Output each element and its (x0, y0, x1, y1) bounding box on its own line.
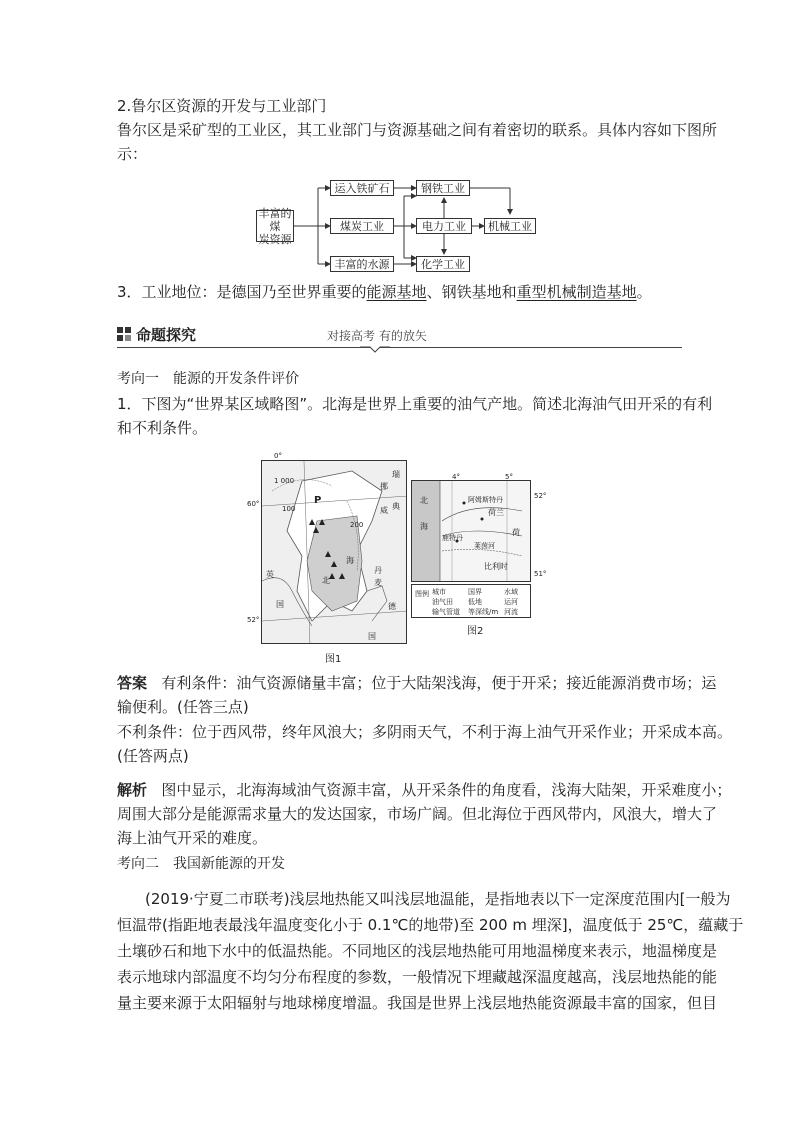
iron-ore-box: 运入铁矿石 (330, 180, 394, 196)
banner-rule (117, 347, 682, 348)
longitude-label: 0° (274, 452, 282, 460)
legend-item: 输气管道 (432, 608, 460, 616)
power-box: 电力工业 (416, 218, 472, 234)
paragraph-line: 表示地球内部温度不均匀分布程度的参数，一般情况下埋藏越深温度越高，浅层地热能的能 (117, 968, 718, 986)
sea-label: 北 (420, 496, 428, 505)
contour-label: 100 (282, 505, 296, 513)
answer-label: 答案 (117, 674, 148, 692)
question-line: 1．下图为“世界某区域略图”。北海是世界上重要的油气产地。简述北海油气田开采的有利 (117, 395, 713, 413)
legend-item: 城市 (432, 588, 446, 596)
country-label: 威 (380, 506, 388, 515)
text: 有利条件：油气资源储量丰富；位于大陆架浅海，便于开采；接近能源消费市场；运 (161, 674, 717, 692)
latitude-label: 60° (247, 500, 260, 508)
legend-item: 低地 (468, 598, 482, 606)
text: 。 (636, 283, 652, 301)
industry-status (117, 280, 679, 304)
country-label: 英 (266, 570, 274, 579)
answer-line: (任答两点) (117, 747, 189, 765)
sea-label: 海 (420, 522, 428, 531)
point-p-label: P (314, 495, 322, 506)
paragraph-line: (2019·宁夏二市联考)浅层地热能又叫浅层地温能，是指地表以下一定深度范围内[一般为 (145, 890, 731, 908)
machinery-box: 机械工业 (484, 218, 536, 234)
country-label: 挪 (380, 482, 388, 491)
topic-title: 考向二 我国新能源的开发 (117, 856, 285, 872)
box-label: 丰富的煤 (258, 206, 292, 233)
legend-item: 运河 (504, 598, 518, 606)
text: 、钢铁基地和 (426, 283, 517, 301)
box-label: 炭资源 (258, 232, 292, 246)
text: 图中显示，北海海域油气资源丰富，从开采条件的角度看，浅海大陆架，开采难度小； (161, 781, 732, 799)
sea-label: 海 (346, 556, 354, 565)
coal-industry-box: 煤炭工业 (330, 218, 394, 234)
city-label: 鹿特丹 (442, 534, 463, 542)
paragraph-line: 土壤砂石和地下水中的低温热能。不同地区的浅层地热能可用地温梯度来表示，地温梯度是 (117, 942, 718, 960)
legend-item: 油气田 (432, 598, 453, 606)
banner-title: 命题探究 (136, 326, 197, 344)
text: 3．工业地位：是德国乃至世界重要的 (117, 283, 367, 301)
paragraph-line: 恒温带(指距地表最浅年温度变化小于 0.1℃的地带)至 200 m 埋深]，温度低于 25℃，蕴藏于 (117, 916, 744, 934)
country-label: 国 (368, 632, 376, 641)
topic-title: 考向一 能源的开发条件评价 (117, 371, 299, 387)
legend-item: 国界 (468, 588, 482, 596)
country-label: 麦 (374, 578, 382, 587)
intro-line: 鲁尔区是采矿型的工业区，其工业部门与资源基础之间有着密切的联系。具体内容如下图所 (117, 121, 718, 139)
analysis-label: 解析 (117, 781, 148, 799)
country-label: 德 (388, 602, 396, 611)
section-heading: 2.鲁尔区资源的开发与工业部门 (117, 97, 327, 115)
map2-legend (411, 584, 531, 618)
answer-line (117, 671, 717, 695)
underlined-term: 重型机械制造基地 (516, 283, 637, 301)
river-label: 莱茵河 (474, 542, 495, 550)
country-label: 丹 (374, 566, 382, 575)
coal-resource-box (256, 206, 294, 246)
underlined-term: 能源基地 (366, 283, 427, 301)
country-label: 荷兰 (488, 508, 504, 517)
contour-label: 1 000 (274, 477, 295, 485)
netherlands-map (411, 480, 531, 582)
intro-line: 示： (117, 145, 148, 163)
chemical-box: 化学工业 (416, 256, 470, 272)
country-label: 荷 (512, 528, 520, 537)
contour-label: 200 (350, 521, 364, 529)
city-label: 阿姆斯特丹 (468, 496, 503, 504)
question-line: 和不利条件。 (117, 419, 208, 437)
answer-line: 输便利。(任答三点) (117, 698, 249, 716)
analysis-line: 海上油气开采的难度。 (117, 829, 268, 847)
map1-caption: 图1 (325, 654, 342, 665)
banner-subtitle: 对接高考 有的放矢 (327, 329, 427, 343)
latitude-label: 52° (247, 616, 260, 624)
longitude-label: 5° (505, 473, 513, 481)
longitude-label: 4° (452, 473, 460, 481)
map2-caption: 图2 (467, 626, 484, 637)
paragraph-line: 量主要来源于太阳辐射与地球梯度增温。我国是世界上浅层地热能资源最丰富的国家，但目 (117, 994, 718, 1012)
latitude-label: 52° (534, 492, 547, 500)
steel-box: 钢铁工业 (416, 180, 470, 196)
banner-notch (360, 344, 390, 354)
banner-icon (117, 327, 131, 341)
answer-line: 不利条件：位于西风带，终年风浪大；多阴雨天气，不利于海上油气开采作业；开采成本高。 (117, 723, 733, 741)
legend-item: 河流 (504, 608, 518, 616)
country-label: 国 (276, 600, 284, 609)
country-label: 瑞 (392, 470, 400, 479)
legend-item: 水域 (504, 588, 518, 596)
water-box: 丰富的水源 (330, 256, 394, 272)
sea-label: 北 (322, 576, 330, 585)
latitude-label: 51° (534, 570, 547, 578)
analysis-line: 周围大部分是能源需求量大的发达国家，市场广阔。但北海位于西风带内，风浪大，增大了 (117, 805, 718, 823)
north-sea-map (261, 460, 407, 644)
country-label: 典 (392, 502, 400, 511)
analysis-line (117, 778, 732, 802)
legend-item: 等深线/m (468, 608, 499, 616)
legend-title: 图例 (415, 590, 429, 598)
country-label: 比利时 (484, 562, 508, 571)
